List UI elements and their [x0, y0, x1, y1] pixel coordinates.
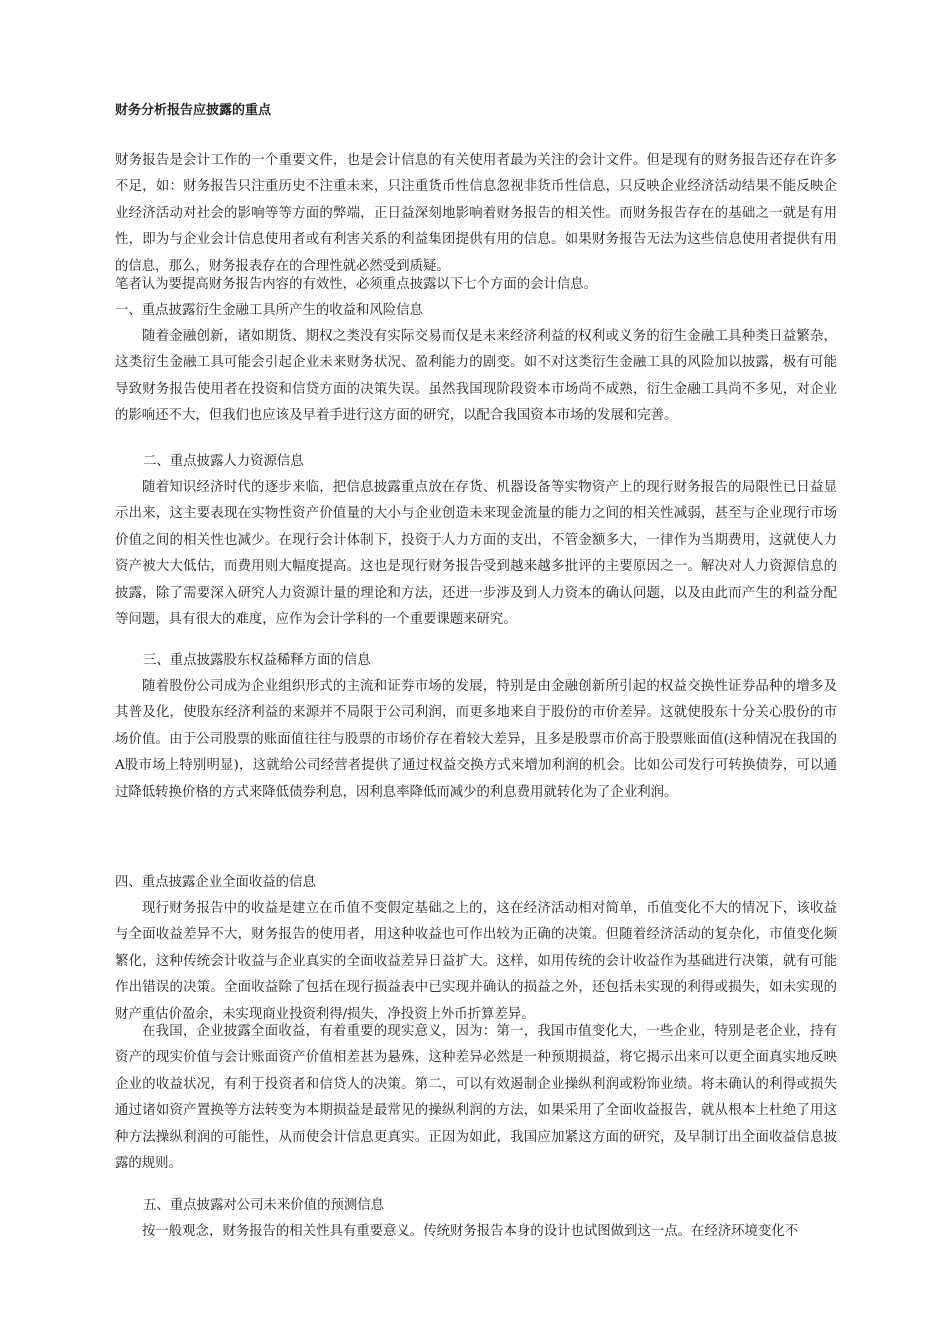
intro-paragraph: 财务报告是会计工作的一个重要文件，也是会计信息的有关使用者最为关注的会计文件。但是现有的财务报告还存在许多不足，如：财务报告只注重历史不注重未来，只注重货币性信息忽视非货币性信息，只反映企业经济活动结果不能反映企业经济活动对社会的影响等等方面的弊端，正日益深刻地影响着财务报告的相关性。而财务报告存在的基础之一就是有用性，即为与企业会计信息使用者或有利害关系的利益集团提供有用的信息。如果财务报告无法为这些信息使用者提供有用的信息，那么，财务报表存在的合理性就必然受到质疑。 [115, 153, 837, 274]
thesis-paragraph: 笔者认为要提高财务报告内容的有效性，必须重点披露以下七个方面的会计信息。 [115, 277, 598, 292]
section-4-paragraph-2: 在我国，企业披露全面收益，有着重要的现实意义，因为：第一，我国市值变化大，一些企业，特别是老企业，持有资产的现实价值与会计账面资产价值相差甚为悬殊，这种差异必然是一种预期损益，将它揭示出来可以更全面真实地反映企业的收益状况，有利于投资者和信贷人的决策。第二，可以有效遏制企业操纵利润或粉饰业绩。将未确认的利得或损失通过诸如资产置换等方法转变为本期损益是最常见的操纵利润的方法，如果采用了全面收益报告，就从根本上杜绝了用这种方法操纵利润的可能性，从而使会计信息更真实。正因为如此，我国应加紧这方面的研究，及早制订出全面收益信息披露的规则。 [115, 1024, 837, 1172]
section-heading-1: 一、重点披露衍生金融工具所产生的收益和风险信息 [115, 303, 423, 318]
section-4-paragraph-1: 现行财务报告中的收益是建立在币值不变假定基础之上的，这在经济活动相对简单，币值变化不大的情况下，该收益与全面收益差异不大，财务报告的使用者，用这种收益也可作出较为正确的决策。但随着经济活动的复杂化，市值变化频繁化，这种传统会计收益与企业真实的全面收益差异日益扩大。这样，如用传统的会计收益作为基础进行决策，就有可能作出错误的决策。全面收益除了包括在现行损益表中已实现并确认的损益之外，还包括未实现的利得或损失，如未实现的财产重估价盈余，未实现商业投资利得/损失，净投资上外币折算差异。 [115, 901, 837, 1022]
section-heading-5: 五、重点披露对公司未来价值的预测信息 [143, 1198, 385, 1213]
section-heading-2: 二、重点披露人力资源信息 [143, 454, 304, 469]
section-heading-4: 四、重点披露企业全面收益的信息 [115, 875, 316, 890]
section-3-paragraph-1: 随着股份公司成为企业组织形式的主流和证券市场的发展，特别是由金融创新所引起的权益交换性证券品种的增多及其普及化，使股东经济利益的来源并不局限于公司利润，而更多地来自于股份的市价差异。这就使股东十分关心股份的市场价值。由于公司股票的账面值往往与股票的市场价存在着较大差异，且多是股票市价高于股票账面值(这种情况在我国的A股市场上特别明显)，这就给公司经营者提供了通过权益交换方式来增加利润的机会。比如公司发行可转换债券，可以通过降低转换价格的方式来降低债券利息，因利息率降低而减少的利息费用就转化为了企业利润。 [115, 679, 837, 800]
section-5-paragraph-1: 按一般观念，财务报告的相关性具有重要意义。传统财务报告本身的设计也试图做到这一点。在经济环境变化不 [142, 1224, 799, 1239]
section-2-paragraph-1: 随着知识经济时代的逐步来临，把信息披露重点放在存货、机器设备等实物资产上的现行财务报告的局限性已日益显示出来，这主要表现在实物性资产价值量的大小与企业创造未来现金流量的能力之间的相关性减弱，甚至与企业现行市场价值之间的相关性也减少。在现行会计体制下，投资于人力方面的支出，不管金额多大，一律作为当期费用，这就使人力资产被大大低估，而费用则大幅度提高。这也是现行财务报告受到越来越多批评的主要原因之一。解决对人力资源信息的披露，除了需要深入研究人力资源计量的理论和方法，还进一步涉及到人力资本的确认问题，以及由此而产生的利益分配等问题，具有很大的难度，应作为会计学科的一个重要课题来研究。 [115, 480, 837, 628]
section-heading-3: 三、重点披露股东权益稀释方面的信息 [143, 653, 371, 668]
document-title: 财务分析报告应披露的重点 [115, 103, 272, 118]
section-1-paragraph-1: 随着金融创新，诸如期货、期权之类没有实际交易而仅是未来经济利益的权利或义务的衍生金融工具种类日益繁杂，这类衍生金融工具可能会引起企业未来财务状况、盈利能力的剧变。如不对这类衍生金融工具的风险加以披露，极有可能导致财务报告使用者在投资和信贷方面的决策失误。虽然我国现阶段资本市场尚不成熟，衍生金融工具尚不多见，对企业的影响还不大，但我们也应该及早着手进行这方面的研究，以配合我国资本市场的发展和完善。 [115, 329, 837, 424]
